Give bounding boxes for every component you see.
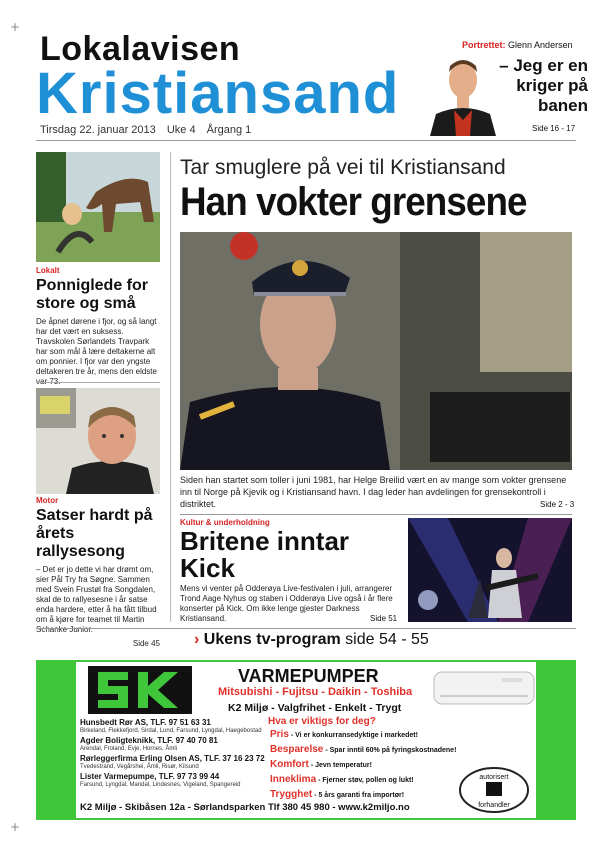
- tv-pages: side 54 - 55: [345, 631, 429, 648]
- chevron-right-icon: ›: [194, 631, 200, 648]
- issue-week: Uke 4: [166, 124, 196, 136]
- portrait-name: Glenn Andersen: [508, 40, 573, 50]
- ad-footer[interactable]: K2 Miljø - Skibåsen 12a - Sørlandsparken Tlf 380 45 980 - www.k2miljo.no: [80, 802, 410, 813]
- benefit-key: Besparelse: [270, 744, 324, 755]
- dealer-name: Agder Boligteknikk, TLF. 97 40 70 81: [80, 736, 218, 745]
- dealer-name: Hunsbedt Rør AS, TLF. 97 51 63 31: [80, 718, 211, 727]
- crop-mark: +: [10, 820, 21, 834]
- column-divider: [36, 382, 160, 383]
- story-kicker: Motor: [36, 496, 59, 505]
- culture-kicker: Kultur & underholdning: [180, 518, 270, 527]
- portrait-page-ref: Side 16 - 17: [532, 124, 576, 133]
- lead-caption: Siden han startet som toller i juni 1981, har Helge Breilid vært en av mange som vokter grensene inn til Norge på Kjevik og i Kristiansand havn. I dag leder han avdelingen for grensekontroll i distriktet.: [180, 475, 567, 509]
- masthead-title: Kristiansand: [36, 61, 400, 126]
- culture-body: Mens vi venter på Odderøya Live-festivalen i juli, arrangerer Trond Aage Nyhus og staben i Odderøya Live også i år flere konserter på Kick. Om ikke lenge gjester Darkness Kristiansand.: [180, 584, 393, 623]
- benefit-item: [270, 743, 456, 758]
- story-headline[interactable]: Ponniglede for store og små: [36, 277, 148, 312]
- benefit-key: Inneklima: [270, 774, 317, 785]
- tv-program-link[interactable]: [194, 631, 429, 649]
- ad-right-bar: [536, 662, 574, 818]
- ad-subline: K2 Miljø - Valgfrihet - Enkelt - Trygt: [228, 702, 402, 714]
- authorized-dealer-seal: [458, 766, 530, 814]
- lead-page-ref: Side 2 - 3: [540, 500, 575, 509]
- tv-divider: [36, 628, 576, 629]
- ad-brands: Mitsubishi - Fujitsu - Daikin - Toshiba: [218, 686, 413, 698]
- lead-headline[interactable]: Han vokter grensene: [180, 180, 527, 224]
- story-body: De åpnet dørene i fjor, og så langt har det vært en suksess. Travskolen Sørlandets Travpark har som mål å lære deltakerne alt om ponnier. I fjor var den yngste deltakeren tre år, mens den eldste var 73.: [36, 317, 157, 386]
- rally-photo[interactable]: [36, 388, 160, 494]
- concert-photo[interactable]: [408, 518, 572, 622]
- advertisement[interactable]: [36, 660, 576, 820]
- dealer-towns: Birkeland, Flekkefjord, Sirdal, Lund, Farsund, Lyngdal, Haegebostad: [80, 728, 262, 734]
- story-kicker: Lokalt: [36, 266, 60, 275]
- story-body: – Det er jo dette vi har drømt om, sier Pål Try fra Søgne. Sammen med Svein Frustøl fra Songdalen, skal de to rallyesesne i år satse enda hardere, etter å ha fått tilbud om å kjøre for teamet til Martin Schanke Junior.: [36, 565, 157, 634]
- ad-benefits: [270, 728, 456, 803]
- benefit-item: [270, 728, 456, 743]
- benefit-text: - 5 års garanti fra importør!: [314, 792, 405, 799]
- benefit-item: [270, 758, 456, 773]
- benefit-text: - Spar inntil 60% på fyringskostnadene!: [325, 747, 457, 754]
- dealer-item: [80, 772, 270, 790]
- ad-title: VARMEPUMPER: [238, 666, 379, 686]
- story-headline[interactable]: Satser hardt på årets rallysesong: [36, 507, 153, 560]
- culture-page-ref: Side 51: [370, 614, 398, 623]
- dealer-towns: Arendal, Froland, Evje, Hornes, Åmli: [80, 746, 178, 752]
- pony-photo[interactable]: [36, 152, 160, 262]
- dealer-list: [80, 718, 270, 790]
- dealer-towns: Tvedestrand, Vegårshei, Åmli, Risør, Kilsund: [80, 764, 199, 770]
- tv-label: Ukens tv-program: [203, 631, 341, 648]
- mid-divider: [180, 514, 572, 515]
- k2-logo: [88, 666, 192, 714]
- dateline: [40, 124, 259, 136]
- story-page-ref: Side 45: [132, 639, 160, 648]
- benefit-item: [270, 788, 456, 803]
- issue-volume: Årgang 1: [206, 124, 252, 136]
- header-divider: [36, 140, 576, 141]
- dealer-item: [80, 736, 270, 754]
- ad-left-bar: [38, 662, 76, 818]
- benefit-item: [270, 773, 456, 788]
- benefit-text: - Fjerner støv, pollen og lukt!: [318, 777, 414, 784]
- seal-bottom-text: forhandler: [478, 802, 510, 809]
- portrait-quote: – Jeg er en kriger på banen: [499, 56, 588, 115]
- culture-headline[interactable]: Britene inntar Kick: [180, 526, 350, 583]
- benefit-text: - Jevn temperatur!: [310, 762, 372, 769]
- portrait-promo-label: [462, 40, 573, 50]
- benefit-text: - Vi er konkurransedyktige i markedet!: [290, 732, 418, 739]
- dealer-item: [80, 754, 270, 772]
- story-ponny[interactable]: [36, 266, 160, 400]
- benefit-key: Trygghet: [270, 789, 313, 800]
- lead-photo[interactable]: [180, 232, 572, 470]
- story-rally[interactable]: [36, 496, 160, 648]
- dealer-item: [80, 718, 270, 736]
- issue-date: Tirsdag 22. januar 2013: [40, 124, 156, 136]
- lead-kicker: Tar smuglere på vei til Kristiansand: [180, 156, 506, 179]
- heat-pump-unit-image: [432, 668, 536, 710]
- dealer-name: Rørleggerfirma Erling Olsen AS, TLF. 37 16 23 72: [80, 754, 265, 763]
- seal-top-text: autorisert: [479, 774, 509, 781]
- benefit-key: Pris: [270, 729, 289, 740]
- crop-mark: +: [10, 20, 21, 34]
- dealer-towns: Farsund, Lyngdal, Mandal, Lindesnes, Vigeland, Spangereid: [80, 782, 241, 788]
- masthead-top: Lokalavisen: [40, 30, 241, 68]
- ad-question: Hva er viktigs for deg?: [268, 716, 376, 727]
- benefit-key: Komfort: [270, 759, 309, 770]
- column-vertical-divider: [170, 152, 171, 622]
- portrait-label: Portrettet:: [462, 40, 506, 50]
- dealer-name: Lister Varmepumpe, TLF. 97 73 99 44: [80, 772, 220, 781]
